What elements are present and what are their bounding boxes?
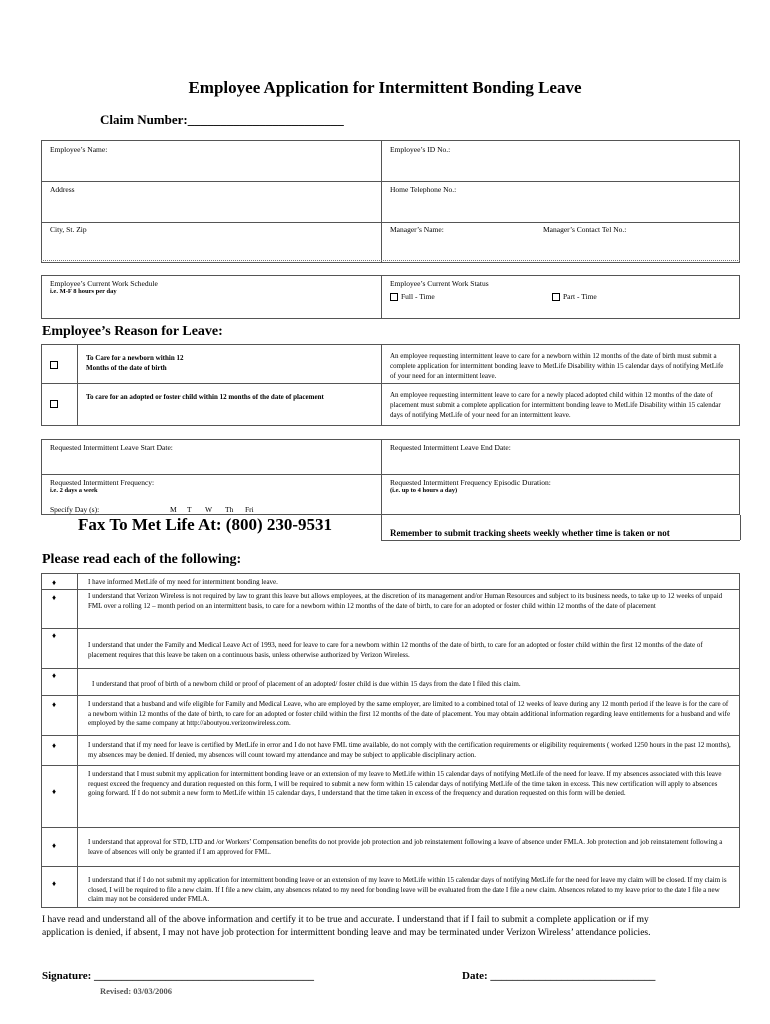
full-time-checkbox[interactable] [390,293,398,301]
address-field[interactable]: Address [50,185,75,194]
day-option-w[interactable]: W [205,505,213,514]
manager-contact-tel-field[interactable]: Manager’s Contact Tel No.: [543,225,627,234]
city-state-zip-field[interactable]: City, St. Zip [50,225,87,234]
bullet-diamond-icon: ♦ [52,879,57,888]
work-status-label: Employee’s Current Work Status [390,279,489,288]
acknowledgement-item: I understand that under the Family and Medical Leave Act of 1993, need for leave to care for a newborn within 12 months of the date of birth, to care for an adopted or foster child within the first 12 months of the date of placement requires that this leave be taken on a continuous basis, unless otherwise authorized by Verizon Wireless. [88,641,703,659]
part-time-checkbox[interactable] [552,293,560,301]
frequency-field[interactable]: Requested Intermittent Frequency: [50,478,155,487]
full-time-option[interactable]: Full - Time [390,292,435,301]
home-telephone-field[interactable]: Home Telephone No.: [390,185,457,194]
leave-start-date-field[interactable]: Requested Intermittent Leave Start Date: [50,443,173,452]
employee-id-field[interactable]: Employee’s ID No.: [390,145,451,154]
bullet-diamond-icon: ♦ [52,671,57,680]
adopted-reason-checkbox[interactable] [50,400,58,408]
form-title: Employee Application for Intermittent Bonding Leave [188,78,582,97]
bullet-diamond-icon: ♦ [52,631,57,640]
reason-heading: Employee’s Reason for Leave: [42,324,223,339]
bullet-diamond-icon: ♦ [52,578,57,587]
work-schedule-hint: i.e. M-F 8 hours per day [50,288,117,295]
please-read-heading: Please read each of the following: [42,552,242,567]
adopted-reason-title: To care for an adopted or foster child within 12 months of the date of placement [86,393,324,401]
adopted-reason-description: An employee requesting intermittent leave to care for a newly placed adopted child within 12 months of the date of placement must submit a complete application for intermittent bonding leave to MetLife Disability within 15 calendar days of notifying MetLife of your need for an intermittent leave. [390,391,721,419]
day-option-m[interactable]: M [170,505,177,514]
certification-statement: I have read and understand all of the above information and certify it to be true and accurate. I understand that if I fail to submit a complete application or if my application is denied, if absent, I may not have job protection for intermittent bonding leave and may be terminated under Verizon Wireless’ attendance policies. [42,915,651,938]
frequency-hint: i.e. 2 days a week [50,487,98,494]
employee-name-field[interactable]: Employee’s Name: [50,145,108,154]
signature-field[interactable]: Signature: ________________________________________ [42,970,315,982]
episodic-duration-field[interactable]: Requested Intermittent Frequency Episodic Duration: [390,478,551,487]
acknowledgement-item: I understand that if my need for leave is certified by MetLife in error and I do not have FML time available, do not comply with the certification requirements or eligibility requirements ( worked 1250 hours in the past 12 months), my absences may be denied. If denied, my absences will count toward my attendance and may be subject to applicable disciplinary action. [88,741,731,759]
acknowledgement-item: I understand that if I do not submit my application for intermittent bonding leave or an extension of my leave to MetLife within 15 calendar days of notifying MetLife for the need for leave my claim will be closed. If my claim is closed, I will be required to file a new claim. If I file a new claim, any absences related to my need for bonding leave will be evaluated from the date I file a new claim. Absences related to my leave prior to the date I file a new claim may not be considered under FMLA. [88,876,727,903]
manager-name-field[interactable]: Manager’s Name: [390,225,444,234]
claim-number-field[interactable]: Claim Number:________________________ [100,112,344,127]
newborn-reason-title: To Care for a newborn within 12 Months of the date of birth [86,354,184,372]
bullet-diamond-icon: ♦ [52,741,57,750]
date-field[interactable]: Date: ______________________________ [462,970,656,982]
bullet-diamond-icon: ♦ [52,841,57,850]
day-option-th[interactable]: Th [225,505,234,514]
day-option-fri[interactable]: Fri [245,505,254,514]
employee-info-box [41,140,740,263]
acknowledgement-item: I understand that a husband and wife eligible for Family and Medical Leave, who are employed by the same employer, are limited to a combined total of 12 weeks of leave during any 12 month period if the leave is for the care of a newborn within 12 months of the date of birth, to care for an adopted or foster child within the first 12 months of the date of placement. You may obtain additional information regarding leave entitlements for a husband and wife employed by the same company at http://aboutyou.verizonwireless.com. [88,700,731,727]
leave-end-date-field[interactable]: Requested Intermittent Leave End Date: [390,443,511,452]
acknowledgement-item: I understand that I must submit my application for intermittent bonding leave or an extension of my leave to MetLife within 15 calendar days of notifying MetLife of the need for leave. If my absences associated with this leave request exceed the frequency and duration requested on this form, I will be required to submit a new form within 15 calendar days of notifying MetLife of the time taken in excess. This new certification will apply to absences going forward. If I do not submit a new form to MetLife within 15 calendar days, I understand that the time taken in excess of the frequency and duration requested on this form will be denied. [88,770,722,797]
acknowledgement-item: I understand that Verizon Wireless is not required by law to grant this leave but allows employees, at the discretion of its management and/or Human Resources and subject to its business needs, to take up to 12 weeks of unpaid FML over a rolling 12 – month period on an intermittent basis, to care for a newborn within 12 months of the date of birth, to care for an adopted or foster child within 12 months of the date of placement [88,592,723,610]
fax-number: Fax To Met Life At: (800) 230-9531 [78,515,333,534]
acknowledgement-item: I understand that proof of birth of a newborn child or proof of placement of an adopted/ foster child is due within 15 days from the date I filed this claim. [92,680,521,688]
newborn-reason-description: An employee requesting intermittent leave to care for a newborn within 12 months of the date of birth must submit a complete application for intermittent bonding leave to MetLife Disability within 15 calendar days of notifying MetLife of your need for an intermittent leave. [390,352,724,380]
bullet-diamond-icon: ♦ [52,787,57,796]
newborn-reason-checkbox[interactable] [50,361,58,369]
part-time-option[interactable]: Part - Time [552,292,597,301]
acknowledgement-item: I have informed MetLife of my need for intermittent bonding leave. [88,578,278,586]
specify-day-label: Specify Day (s): [50,505,100,514]
bullet-diamond-icon: ♦ [52,593,57,602]
episodic-duration-hint: (i.e. up to 4 hours a day) [390,487,458,494]
work-schedule-label: Employee’s Current Work Schedule [50,279,158,288]
acknowledgement-item: I understand that approval for STD, LTD and /or Workers’ Compensation benefits do not provide job protection and job reinstatement following a leave of absence under FMLA. Job protection and job reinstatement following a leave of absences will only be granted if I am approved for FML. [88,838,723,856]
bullet-diamond-icon: ♦ [52,700,57,709]
day-option-t[interactable]: T [187,505,192,514]
tracking-reminder: Remember to submit tracking sheets weekly whether time is taken or not [390,528,670,538]
revised-date: Revised: 03/03/2006 [100,986,173,996]
